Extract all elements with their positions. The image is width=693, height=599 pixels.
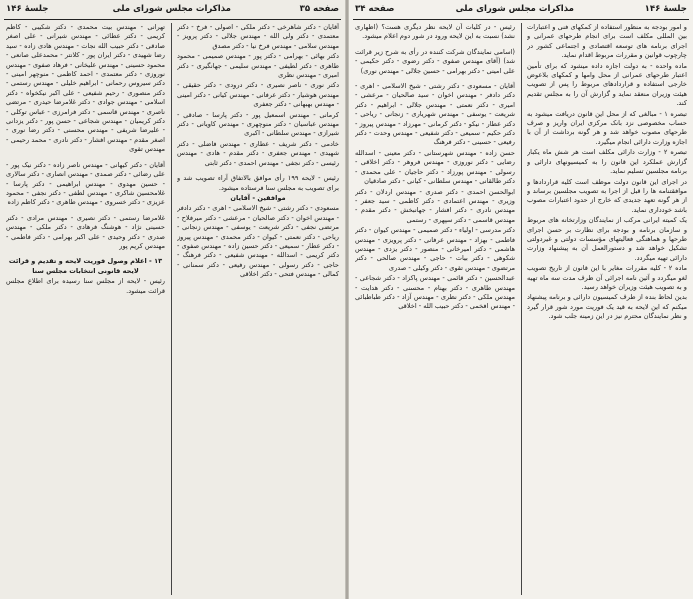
left-running-head bbox=[4, 4, 341, 18]
left-a-paragraph-2: آقایان - دکتر کیهانی - مهندس ناصر زاده - دکتر نیک پور - علی رضائی - دکتر صمدی - مهندس انصاری - دکتر سالاری - حسین مهدوی - مهندس ابراهیمی - دکتر پارسا - غلامحسین شاکری - مهندس لطفی - دکتر نجفی - محمود عزیزی - دکتر خسروی - مهندس طاهری - دکتر کاظم زاده bbox=[6, 160, 165, 207]
left-b-paragraph-5: خادمی - دکتر شریف - عطاری - مهندس فاضلی - دکتر شهیدی - مهندس جعفری - دکتر مقدم - هادی - مهندس رئیسی - دکتر نجفی - مهندس احمدی - دکتر ثابتی bbox=[177, 139, 339, 167]
left-column-a bbox=[6, 23, 165, 595]
right-b-paragraph-5: در اجرای این قانون دولت موظف است کلیه قراردادها و موافقتنامه ها را قبل از اجرا به تصویب مجلسین برساند و از هر گونه تعهد جدیدی که خارج از حدود اعتبارات مصوب باشد خودداری نماید. bbox=[527, 177, 687, 214]
right-a-paragraph-7: عبدالحسین - دکتر قائمی - مهندس پاکزاد - دکتر شجاعی - مهندس طاهری - دکتر بهنام - محسنی - دکتر هدایت - مهندس ملکی - دکتر نظری - مهندس آزاد - دکتر طباطبائی - مهندس افخمی - دکتر حبیب الله - اخلاقی bbox=[355, 274, 515, 311]
right-running-head bbox=[353, 4, 689, 18]
right-page-title: مذاکرات مجلس شورای ملی bbox=[455, 4, 574, 14]
left-b-paragraph-3: دکتر نوری - ناصر نصیری - دکتر درودی - دکتر حقیقی - مهندس هوشیار - دکتر عرفانی - مهندس کیانی - دکتر امینی - مهندس بهبهانی - دکتر جعفری bbox=[177, 81, 339, 109]
left-a-section-heading: ۱۳ - اعلام وصول فوریت لایحه و تقدیم و قرائت لایحه قانونی انتخابات مجلس سنا bbox=[8, 257, 163, 275]
right-page-session: جلسهٔ ۱۴۶ bbox=[644, 4, 687, 14]
right-a-paragraph-3: آقایان - مسعودی - دکتر رشتی - شیخ الاسلامی - اهری - دکتر دادفر - مهندس اخوان - سید صالحیان - مرعشی - امیری - دکتر نعمتی - مهندس جلالی - ابراهیم - دکتر شریعت - یوسفی - مهندس شهریاری - زنجانی - ریاحی - دکتر عطار - نیکو - دکتر کرمانی - مهرزاد - مهندس پیروز - دکتر حکیم - سمیعی - دکتر شفیعی - مهندس وحدت - دکتر رفیعی - حسینی - دکتر فرهنگ bbox=[355, 82, 515, 147]
right-a-paragraph-4: حسن زاده - مهندس شهرستانی - دکتر معینی - اسدالله رضایی - دکتر نوروزی - مهندس فروهر - دکتر اخلاقی - رسولی - مهندس پورزاد - دکتر حاجیان - علی محمدی - دکتر طالقانی - مهندس سلطانی - کیانی - دکتر صادقیان bbox=[355, 148, 515, 186]
left-page-label: صفحه ۳۵ bbox=[299, 4, 339, 14]
right-a-paragraph-2: (اسامی نمایندگان شرکت کننده در رأی به شرح زیر قرائت شد) (آقای مهندس صفوی - دکتر رضوی - دکتر حکیمی - علی امینی - دکتر بهرامی - حسین جلالی - مهندس نوری) bbox=[355, 47, 515, 75]
right-header-rule bbox=[353, 19, 689, 20]
right-column-a bbox=[355, 23, 515, 595]
right-page bbox=[349, 0, 693, 599]
left-a-paragraph-3: غلامرضا رستمی - دکتر نصیری - مهندس مرادی - دکتر حسینی نژاد - هوشنگ فرهادی - دکتر ملکی - مهندس صدری - دکتر وحیدی - علی اکبر بهرامی - دکتر فاطمی - مهندس کریم پور bbox=[6, 213, 165, 250]
left-a-paragraph-1: تهرانی - مهندس بیت محمدی - دکتر شکیبی - کاظم کریمی - دکتر عطائی - مهندس شیرانی - علی اصغر صادقی - دکتر حبیب الله نجات - مهندس هادی زاده - سید رضا شهیدی - دکتر ایران پور - کلانتر - محمدعلی صانعی - محمود حسینی - مهندس علیخانی - فرهاد صفوی - مهندس نوروزی - دکتر معتمدی - احمد کاظمی - منوچهر امینی - دکتر سیروس رحمانی - ابراهیم خلیلی - مهندس رستمی - دکتر منصوری - رحیم شفیعی - علی اکبر نیکخواه - دکتر اسلامی - مهندس جوادی - دکتر غلامرضا حیدری - مرتضی ناصری - مهندس قاسمی - دکتر فرامرزی - عباس توکلی - دکتر کریمیان - مهندس شجاعی - حسن پور - دکتر یزدانی - علیرضا شریفی - مهندس محسنی - دکتر رضا نوری - اصغر مقدم - مهندس افشار - دکتر نادری - محمد رحیمی - مهندس تقوی bbox=[6, 23, 165, 154]
left-page-session: جلسهٔ ۱۴۶ bbox=[6, 4, 49, 14]
right-column-b bbox=[527, 23, 687, 595]
right-b-paragraph-2: ماده واحده - به دولت اجازه داده میشود که برای تأمین اعتبار طرحهای عمرانی از محل وامها و کمکهای بلاعوض خارجی استفاده و قراردادهای مربوط را پس از تصویب هیئت وزیران منعقد نماید و گزارش آن را به مجلس تقدیم کند. bbox=[527, 61, 687, 108]
left-header-rule bbox=[4, 19, 341, 20]
left-b-voters-heading: موافقین - آقایان bbox=[230, 193, 286, 202]
left-b-paragraph-1: آقایان - دکتر شاهرخی - دکتر ملکی - اصولی - فرخ - دکتر معتمدی - دکتر ولی الله - مهندس جلالی - دکتر پرویز - مهندس سلامی - مهندس فرخ نیا - دکتر مصدق bbox=[177, 23, 339, 50]
left-b-paragraph-4: کرمانی - مهندس اسمعیل پور - دکتر پارسا - صادقی - مهندس عباسیان - دکتر منوچهری - مهندس کاویانی - دکتر شیرازی - مهندس سلطانی - اکبری bbox=[177, 110, 339, 138]
right-b-paragraph-4: تبصره ۲ - وزارت دارائی مکلف است هر شش ماه یکبار گزارش عملکرد این قانون را به کمیسیونهای دارائی و برنامه مجلسین تسلیم نماید. bbox=[527, 148, 687, 176]
left-b-voters-list: مسعودی - دکتر رشتی - شیخ الاسلامی - اهری - دکتر دادفر - مهندس اخوان - دکتر صالحیان - مرعشی - دکتر میرفلاح - مرتضی نجفی - دکتر شریعت - یوسفی - مهندس زنجانی - ریاحی - دکتر نعمتی - کیوان - دکتر محمدی - مهندس پیروز - دکتر عطار - سمیعی - دکتر حسین زاده - مهندس صفوی - دکتر کریمی - اسدالله - مهندس شفیعی - دکتر فرهنگ - حاجی - دکتر رسولی - مهندس رفیعی - دکتر سمنانی - کمالی - مهندس فتحی - دکتر اخلاقی bbox=[177, 204, 339, 279]
right-b-paragraph-7: ماده ۲ - کلیه مقررات مغایر با این قانون از تاریخ تصویب لغو میگردد و آئین نامه اجرائی آن ظرف مدت سه ماه تهیه و به تصویب هیئت وزیران خواهد رسید. bbox=[527, 264, 687, 291]
right-a-paragraph-6: دکتر مدرسی - اولیاء - دکتر صمیمی - مهندس کیوان - دکتر فاطمی - بهزاد - مهندس عرفانی - دکتر پرویزی - مهندس هاشمی - دکتر امیرخانی - منصور - دکتر یزدی - مهندس شکوهی - دکتر بیات - حاجی - مهندس صالحی - دکتر مرتضوی - مهندس تقوی - دکتر وکیلی - صدری bbox=[355, 226, 515, 272]
right-b-paragraph-3: تبصره ۱ - مبالغی که از محل این قانون دریافت میشود به حساب مخصوصی نزد بانک مرکزی ایران واریز و صرف طرحهای مصوب خواهد شد و هر گونه برداشت از آن با اجازه وزارت دارائی انجام میگیرد. bbox=[527, 109, 687, 146]
left-a-paragraph-5: رئیس - لایحه از مجلس سنا رسیده برای اطلاع مجلس قرائت میشود. bbox=[6, 277, 165, 295]
right-a-paragraph-5: ابوالحسن احمدی - دکتر صدری - مهندس اردلان - دکتر وزیری - مهندس اعتمادی - دکتر کاظمی - سید جعفر - مهندس نادری - دکتر افشار - جهانبخش - دکتر مقدم - مهندس قاسمی - دکتر سپهری - رستمی bbox=[355, 187, 515, 224]
right-a-paragraph-1: رئیس - در کلیات آن لایحه نظر دیگری هست؟ (اظهاری نشد) نسبت به این لایحه ورود در شور دوم اعلام میشود. bbox=[355, 23, 515, 41]
left-column-b bbox=[177, 23, 339, 595]
left-b-paragraph-2: دکتر بهائی - بهرامی - دکتر پور - مهندس صمیمی - محمود طاهری - دکتر لطیفی - مهندس سلیمی - جهانگیری - دکتر امیری - مهندس نظری bbox=[177, 52, 339, 80]
left-b-vote-result: رئیس - لایحه ۱۹۹ رأی موافق بالاتفاق آراء تصویب شد و برای تصویب به مجلس سنا فرستاده میشود. bbox=[177, 174, 339, 192]
right-b-paragraph-1: و امور بودجه به منظور استفاده از کمکهای فنی و اعتبارات بین المللی مکلف است برای انجام طرحهای عمرانی و اجرای برنامه های توسعه اقتصادی و اجتماعی کشور در چارچوب قوانین و مقررات مربوط اقدام نماید. bbox=[527, 23, 687, 60]
right-column-rule bbox=[521, 23, 522, 595]
right-b-paragraph-6: یک کمیته ایرانی مرکب از نمایندگان وزارتخانه های مربوط و سازمان برنامه و بودجه برای نظارت بر حسن اجرای طرحها و هماهنگی فعالیتهای مؤسسات دولتی و غیردولتی تشکیل خواهد شد و دستورالعمل آن به پیشنهاد وزارت دارائی تهیه میگردد. bbox=[527, 216, 687, 262]
left-column-rule bbox=[171, 23, 172, 595]
left-page-title: مذاکرات مجلس شورای ملی bbox=[112, 4, 231, 14]
right-page-label: صفحه ۳۴ bbox=[355, 4, 395, 14]
right-b-paragraph-8: بدین لحاظ بنده از طرف کمیسیون دارائی و برنامه پیشنهاد میکنم که این لایحه به قید یک فوریت مورد شور قرار گیرد و نظر نمایندگان محترم نیز در این زمینه جلب شود. bbox=[527, 293, 687, 321]
left-page bbox=[0, 0, 345, 599]
